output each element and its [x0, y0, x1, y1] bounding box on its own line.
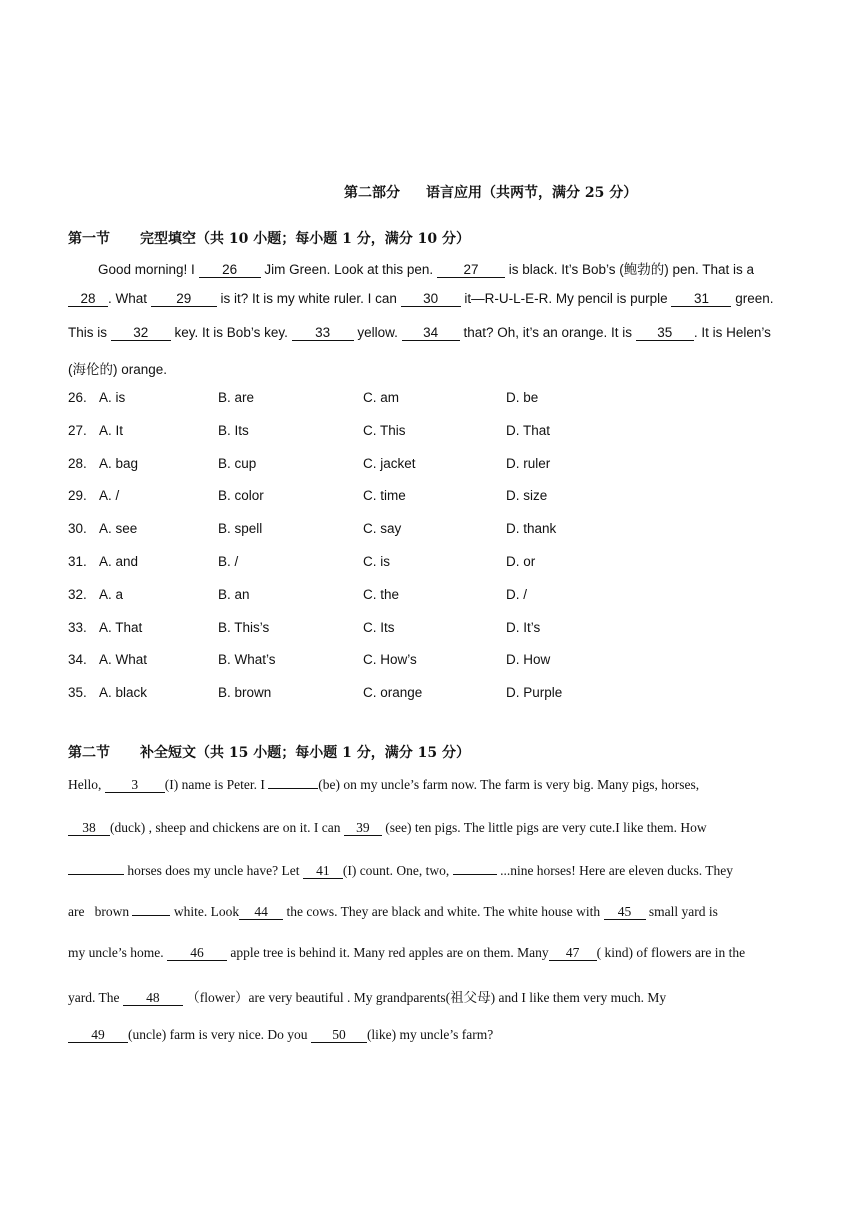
fill-line-3: horses does my uncle have? Let 41 (I) count. One, two, ...nine horses! Here are eleven ducks. They	[68, 863, 813, 879]
option-row-30: 30. A. see B. spell C. say D. thank	[68, 521, 557, 537]
blank-38[interactable]: 38	[68, 821, 110, 836]
option-row-32: 32. A. a B. an C. the D. /	[68, 586, 528, 602]
option-b[interactable]: B. spell	[218, 521, 263, 537]
option-b[interactable]: B. brown	[218, 685, 272, 701]
option-a[interactable]: A. bag	[99, 455, 139, 471]
blank-42[interactable]	[453, 874, 497, 875]
option-a[interactable]: A. That	[99, 619, 143, 635]
option-c[interactable]: C. Its	[363, 619, 395, 635]
blank-47[interactable]: 47	[549, 946, 597, 961]
option-row-29: 29. A. / B. color C. time D. size	[68, 488, 548, 504]
section2-title	[68, 742, 470, 762]
option-d[interactable]: D. ruler	[506, 455, 551, 471]
option-a[interactable]: A. It	[99, 422, 124, 438]
blank-31[interactable]: 31	[671, 292, 731, 307]
section2-heading: 补全短文（共 15 小题；每小题 1 分，满分 15 分）	[140, 745, 470, 761]
blank-30[interactable]: 30	[401, 292, 461, 307]
option-d[interactable]: D. or	[506, 553, 536, 569]
blank-48[interactable]: 48	[123, 991, 183, 1006]
cloze-line-1: Good morning! I 26 Jim Green. Look at this pen. 27 is black. It’s Bob’s (鲍勃的) pen. That is a	[98, 262, 755, 277]
option-c[interactable]: C. the	[363, 586, 400, 602]
fill-line-6: yard. The 48 （flower）are very beautiful . My grandparents(祖父母) and I like them very much. My	[68, 990, 667, 1005]
cloze-line-2: 28 . What 29 is it? It is my white ruler. I can 30 it—R-U-L-E-R. My pencil is purple 31 green.	[68, 291, 808, 307]
option-row-28: 28. A. bag B. cup C. jacket D. ruler	[68, 455, 551, 471]
blank-35[interactable]: 35	[636, 326, 694, 341]
option-a[interactable]: A. black	[99, 685, 148, 701]
blank-46[interactable]: 46	[167, 946, 227, 961]
blank-40[interactable]	[68, 874, 124, 875]
option-d[interactable]: D. be	[506, 390, 539, 405]
option-b[interactable]: B. This’s	[218, 619, 270, 635]
option-a[interactable]: A. and	[99, 553, 139, 569]
option-row-34: 34. A. What B. What’s C. How’s D. How	[68, 652, 551, 668]
blank-50[interactable]: 50	[311, 1028, 367, 1043]
blank-41[interactable]: 41	[303, 864, 343, 879]
blank-45[interactable]: 45	[604, 905, 646, 920]
option-row-27: 27. A. It B. Its C. This D. That	[68, 422, 551, 438]
section1-title	[68, 228, 470, 248]
option-b[interactable]: B. are	[218, 390, 255, 405]
fill-line-7: 49 (uncle) farm is very nice. Do you 50 (like) my uncle’s farm?	[68, 1027, 813, 1043]
option-c[interactable]: C. This	[363, 422, 406, 438]
part-name: 语言应用（共两节，满分 25 分）	[426, 185, 638, 201]
options-list	[68, 390, 628, 718]
option-a[interactable]: A. /	[99, 488, 120, 504]
option-d[interactable]: D. thank	[506, 521, 557, 537]
part-title	[344, 182, 637, 202]
option-c[interactable]: C. jacket	[363, 455, 416, 471]
option-row-31: 31. A. and B. / C. is D. or	[68, 553, 536, 569]
option-b[interactable]: B. Its	[218, 422, 249, 438]
blank-28[interactable]: 28	[68, 292, 108, 307]
option-b[interactable]: B. /	[218, 553, 239, 569]
part-number: 第二部分	[344, 185, 400, 201]
section1-label: 第一节	[68, 231, 110, 247]
blank-37[interactable]	[268, 788, 318, 789]
option-c[interactable]: C. is	[363, 553, 390, 569]
blank-29[interactable]: 29	[151, 292, 217, 307]
option-row-26: 26. A. is B. are C. am D. be	[68, 390, 539, 405]
option-c[interactable]: C. say	[363, 521, 402, 537]
option-row-35: 35. A. black B. brown C. orange D. Purple	[68, 685, 563, 701]
option-d[interactable]: D. Purple	[506, 685, 563, 701]
option-a[interactable]: A. What	[99, 652, 148, 668]
fill-line-1: Hello, 3 (I) name is Peter. I (be) on my uncle’s farm now. The farm is very big. Many pigs, horses,	[68, 777, 700, 792]
cloze-line-3: This is 32 key. It is Bob’s key. 33 yellow. 34 that? Oh, it’s an orange. It is 35 . It is Helen’s	[68, 325, 771, 340]
fill-line-4: are brown white. Look 44 the cows. They are black and white. The white house with 45 small yard is	[68, 904, 718, 919]
option-b[interactable]: B. cup	[218, 455, 257, 471]
cloze-line-4: (海伦的) orange.	[68, 362, 168, 377]
option-c[interactable]: C. How’s	[363, 652, 417, 668]
blank-27[interactable]: 27	[437, 263, 505, 278]
section2-label: 第二节	[68, 745, 110, 761]
option-c[interactable]: C. time	[363, 488, 406, 504]
blank-34[interactable]: 34	[402, 326, 460, 341]
option-b[interactable]: B. What’s	[218, 652, 276, 668]
option-d[interactable]: D. It’s	[506, 619, 541, 635]
blank-39[interactable]: 39	[344, 821, 382, 836]
option-c[interactable]: C. am	[363, 390, 400, 405]
fill-line-5: my uncle’s home. 46 apple tree is behind it. Many red apples are on them. Many 47 ( kind) of flowers are in the	[68, 945, 746, 960]
blank-26[interactable]: 26	[199, 263, 261, 278]
blank-36[interactable]: 3	[105, 778, 165, 793]
option-b[interactable]: B. an	[218, 586, 250, 602]
option-b[interactable]: B. color	[218, 488, 264, 504]
blank-33[interactable]: 33	[292, 326, 354, 341]
blank-43[interactable]	[132, 915, 170, 916]
option-row-33: 33. A. That B. This’s C. Its D. It’s	[68, 619, 541, 635]
blank-49[interactable]: 49	[68, 1028, 128, 1043]
option-d[interactable]: D. /	[506, 586, 528, 602]
option-a[interactable]: A. a	[99, 586, 124, 602]
option-d[interactable]: D. How	[506, 652, 551, 668]
fill-line-2: 38 (duck) , sheep and chickens are on it. I can 39 (see) ten pigs. The little pigs are very cute.I like them. How	[68, 820, 813, 836]
option-c[interactable]: C. orange	[363, 685, 423, 701]
blank-32[interactable]: 32	[111, 326, 171, 341]
section1-heading: 完型填空（共 10 小题；每小题 1 分，满分 10 分）	[140, 231, 470, 247]
blank-44[interactable]: 44	[239, 905, 283, 920]
option-d[interactable]: D. That	[506, 422, 551, 438]
option-a[interactable]: A. is	[99, 390, 126, 405]
option-d[interactable]: D. size	[506, 488, 548, 504]
option-a[interactable]: A. see	[99, 521, 138, 537]
